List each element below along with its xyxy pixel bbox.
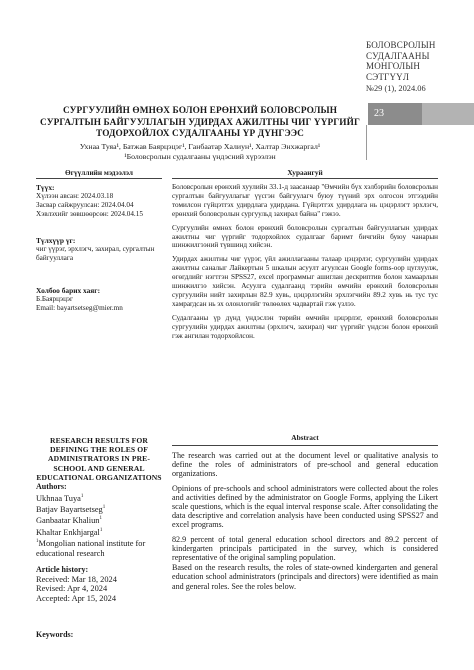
author-name: Batjav Bayartsetseg$^1$ [36,504,106,514]
history-en-label: Article history: [36,565,89,574]
keywords-label: Түлхүүр үг: [36,236,76,245]
journal-name-line: БОЛОВСРОЛЫН [366,40,436,50]
divider [172,178,438,179]
abstract-paragraph: Сургуулийн өмнөх болон ерөнхий боловсролын сургалтын байгууллагын удирдах ажилтны чиг үүргийг тодорхойлох судалгааг баримт бичгийн буюу чанарын шинжилгээний түвшинд хийсэн. [172,223,438,250]
affiliation-en: $^1$Mongolian national institute for educational research [36,538,146,558]
history-label: Түүх: [36,183,55,192]
history-item: Засвар сайжруулсан: 2024.04.04 [36,201,134,209]
abstract-paragraph: Судалгааны үр дүнд үндэслэн төрийн өмчийн цэцэрлэг, ерөнхий боловсролын сургуулийн удирдах ажилтны (эрхлэгч, захирал) чиг үүргийг үндсэн болон ерөнхий гэж ангилан тодорхойлсон. [172,313,438,340]
journal-issue: №29 (1), 2024.06 [366,84,426,93]
author-name: Ukhnaa Tuya$^1$ [36,493,84,503]
authors-label: Authors: [36,482,67,491]
divider [36,178,162,179]
title-line: СУРГУУЛИЙН ӨМНӨХ БОЛОН ЕРӨНХИЙ БОЛОВСРОЛЫН [62,106,338,116]
en-title-line: RESEARCH RESULTS FOR [50,436,148,445]
header-band [422,103,474,125]
article-history-mn [36,183,162,219]
abstract-paragraph: Боловсролын ерөнхий хуулийн 33.1-д заасанаар "Өмчийн бүх хэлбэрийн боловсролын сургалтын байгууллагыг үүсгэн байгуулагч буюу түүний эрх олгосон этгээдийн томилсон гүйцэтгэх удирдлага удирдана. Гүйцэтгэх удирдлага нь цэцэрлэгт эрхлэгч, ерөнхий боловсролын сургуульд захирал байна" гэжээ. [172,183,438,218]
abstract-en-header: Abstract [291,433,319,442]
en-title-line: ADMINISTRATORS IN PRE- [48,454,150,464]
author-name: Ganbaatar Khaliun$^1$ [36,516,102,526]
journal-name-line: СЭТГҮҮЛ [366,71,410,82]
history-item: Хэвлэхийг зөвшөөрсөн: 2024.04.15 [36,210,143,218]
title-line: ТОДОРХОЙЛОХ СУДАЛГААНЫ ҮР ДҮНГЭЭС [96,129,304,139]
authors-line: Ухнаа Туяа¹, Батжав Баярцэцэг¹, Ганбаатар Халиун¹, Халтар Энхжаргал¹ [79,142,321,151]
contact-mn [36,286,162,313]
abstract-en-paragraph: 82.9 percent of total general education school directors and 89.2 percent of kindergarten principals participated in the survey, which is considered representative of the original sampling population. [172,534,438,563]
contact-email[interactable]: Email: bayartsetseg@mier.mn [36,304,123,312]
affiliation-line: ¹Боловсролын судалгааны үндэсний хүрээлэн [124,152,276,161]
authors-en [36,482,168,558]
abstract-mn-body [172,183,438,346]
en-title-line: EDUCATIONAL ORGANIZATIONS [36,472,162,482]
keywords-en [36,630,168,640]
en-title-line: DEFINING THE ROLES OF [50,445,148,455]
journal-block [366,40,470,93]
history-en-item: Accepted: Apr 15, 2024 [36,593,117,603]
page-number-badge: 23 [368,103,422,125]
keywords-en-label: Keywords: [36,630,74,639]
divider [172,445,438,446]
header-divider [366,125,367,160]
abstract-en-paragraph: Based on the research results, the roles of state-owned kindergarten and general education school administrators (principals and directors) were identified as main and general roles. See the roles below. [172,563,438,591]
article-info-header: Өгүүллийн мэдээлэл [64,168,133,177]
abstract-paragraph: Удирдах ажилтны чиг үүрэг, үйл ажиллагааны талаар цэцэрлэг, сургуулийн удирдах ажилтны саналыг Лайкертын 5 шкалын асуулт агуулсан Google forms-оор цуглуулж, өгөгдлийг нэгтгэн SPSS27, excel программыг ашиглан дескриптив болон хамаарлын шинжилгээ хийсэн. Асуулга судалгаанд тэрийн өмчийн ерөнхий боловсролын сургуулийн нийт захирлын 82.9 хувь, цэцэрлэгийн эрхлэгчийн 89.2 хувь нь тус тус хамрагдсан нь эх олонлогийг төлөөлөх чадвартай гэж үзлээ. [172,255,438,308]
en-title-line: SCHOOL AND GENERAL [53,463,145,473]
title-line: СУРГАЛТЫН БАЙГУУЛЛАГЫН УДИРДАХ АЖИЛТНЫ ЧИГ ҮҮРГИЙГ [40,117,360,128]
journal-name-line: СУДАЛГААНЫ [366,50,430,61]
contact-name: Б.Баярцэцэг [36,295,73,303]
journal-name-line: МОНГОЛЫН [366,61,421,71]
history-en-item: Received: Mar 18, 2024 [36,574,117,584]
article-history-en [36,565,168,603]
article-title [40,106,360,141]
english-title [36,436,162,482]
abstract-en-paragraph: Opinions of pre-schools and school administrators were collected about the roles and activities defined by the administrator on Google Forms, applying the Likert scale questions, which is the equal interval response scale. After consolidating the data descriptive and correlation analysis have been conducted using SPSS27 and excel programs. [172,483,438,530]
keywords-mn [36,236,162,263]
abstract-en-paragraph: The research was carried out at the document level or qualitative analysis to define the roles of administrators of pre-school and general education organizations. [172,451,438,479]
history-en-item: Revised: Apr 4, 2024 [36,584,108,594]
abstract-mn-header: Хураангуй [287,168,323,177]
contact-label: Холбоо барих хаяг: [36,286,101,295]
history-item: Хүлээн авсан: 2024.03.18 [36,192,114,200]
keywords-text: чиг үүрэг, эрхлэгч, захирал, сургалтын байгууллага [36,245,155,262]
author-name: Khaltar Enkhjargal$^1$ [36,527,103,537]
abstract-en-body [172,451,438,591]
